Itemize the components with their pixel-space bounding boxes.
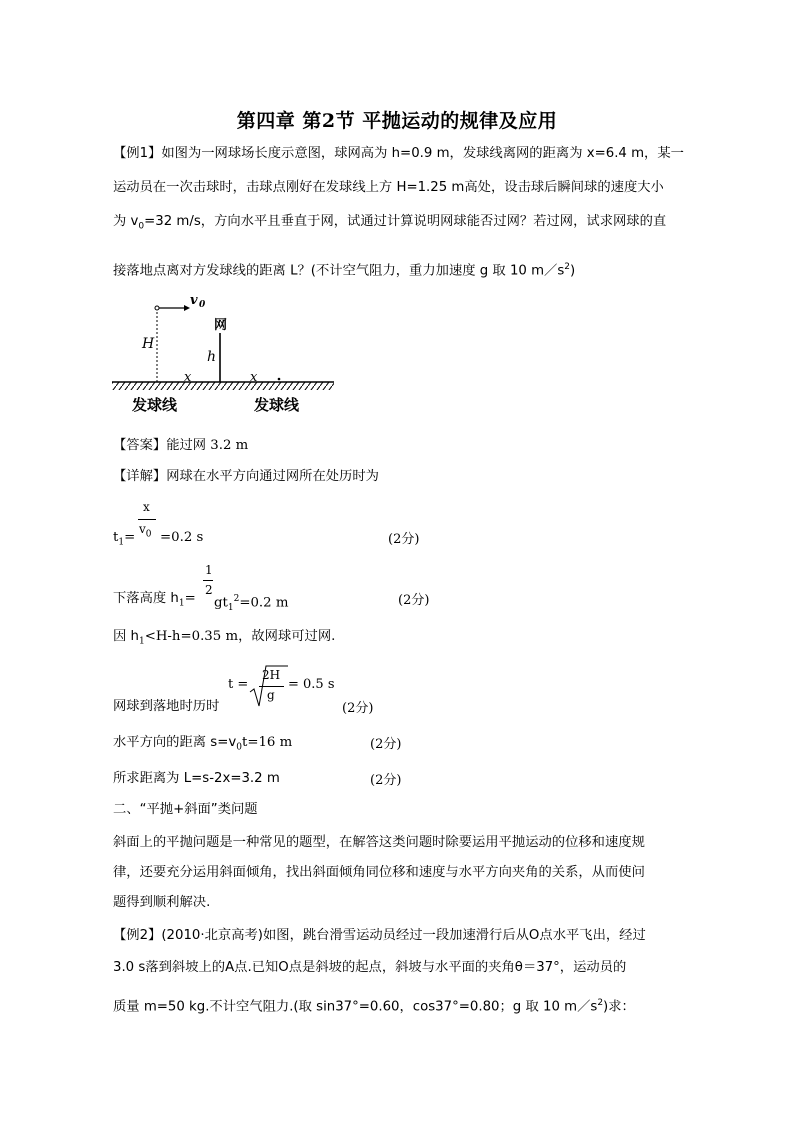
page-title: 第四章 第2节 平抛运动的规律及应用 [236, 110, 558, 132]
section2-heading: 二、“平抛+斜面”类问题 [113, 802, 258, 817]
right-serve-line-label: 发球线 [254, 396, 300, 414]
score-4: (2分) [370, 737, 402, 752]
answer-line: 【答案】能过网 3.2 m [113, 438, 249, 453]
example2-line1: 【例2】(2010·北京高考)如图，跳台滑雪运动员经过一段加速滑行后从O点水平飞出，经过 [113, 928, 646, 943]
example1-tag: 【例1】 [113, 146, 162, 161]
required-distance-line: 所求距离为 L=s-2x=3.2 m [113, 771, 280, 786]
score-5: (2分) [370, 773, 402, 788]
detail-tag: 【详解】 [113, 469, 167, 484]
score-3: (2分) [342, 701, 374, 716]
h-label: h [207, 349, 217, 365]
v0-label: v [190, 293, 198, 308]
net-clearance-line: 因 $h_1<H-h=0.35$ m，故网球可过网. [113, 629, 336, 647]
x2-label: x [250, 370, 258, 385]
tennis-court-diagram [110, 290, 340, 420]
x1-label: x [184, 370, 192, 385]
score-1: (2分) [388, 532, 420, 547]
detail-line: 【详解】网球在水平方向通过网所在处历时为 [113, 469, 379, 484]
example2-line3: 质量 m=50 kg.不计空气阻力.(取 sin37°=0.60，cos37°=0.80；g 取 10 $m/s^2$)求： [113, 998, 635, 1015]
section2-paragraph-line1: 斜面上的平抛问题是一种常见的题型，在解答这类问题时除要运用平抛运动的位移和速度规 [113, 835, 645, 850]
hit-point [155, 306, 159, 310]
H-label: H [142, 336, 155, 352]
score-2: (2分) [398, 593, 430, 608]
horizontal-distance-line: 水平方向的距离 $s=v_0t=16$ m [113, 735, 293, 753]
example1-line2: 运动员在一次击球时，击球点刚好在发球线上方 H=1.25 m高处，设击球后瞬间球的速度大小 [113, 180, 664, 195]
example1-line1: 【例1】如图为一网球场长度示意图，球网高为 h=0.9 m，发球线离网的距离为 x=6.4 m，某一 [113, 146, 684, 161]
answer-tag: 【答案】 [113, 438, 167, 453]
example2-line2: 3.0 s落到斜坡上的A点.已知O点是斜坡的起点，斜坡与水平面的夹角θ＝37°，运动员的 [113, 960, 627, 975]
example2-tag: 【例2】 [113, 928, 162, 943]
landing-dot [278, 378, 281, 381]
net-label: 网 [214, 318, 228, 333]
left-serve-line-label: 发球线 [132, 396, 178, 414]
section2-paragraph-line2: 律，还要充分运用斜面倾角，找出斜面倾角同位移和速度与水平方向夹角的关系，从而使问 [113, 865, 645, 880]
ground-hatch [112, 382, 334, 390]
svg-text:0: 0 [199, 300, 206, 310]
example1-line3: 为 $v_0=32$ m/s，方向水平且垂直于网，试通过计算说明网球能否过网？若过网，试求网球的直 [113, 214, 667, 232]
example1-line4: 接落地点离对方发球线的距离 L？(不计空气阻力，重力加速度 g 取 10 $m/s^2$) [113, 262, 576, 279]
section2-paragraph-line3: 题得到顺利解决. [113, 895, 211, 910]
